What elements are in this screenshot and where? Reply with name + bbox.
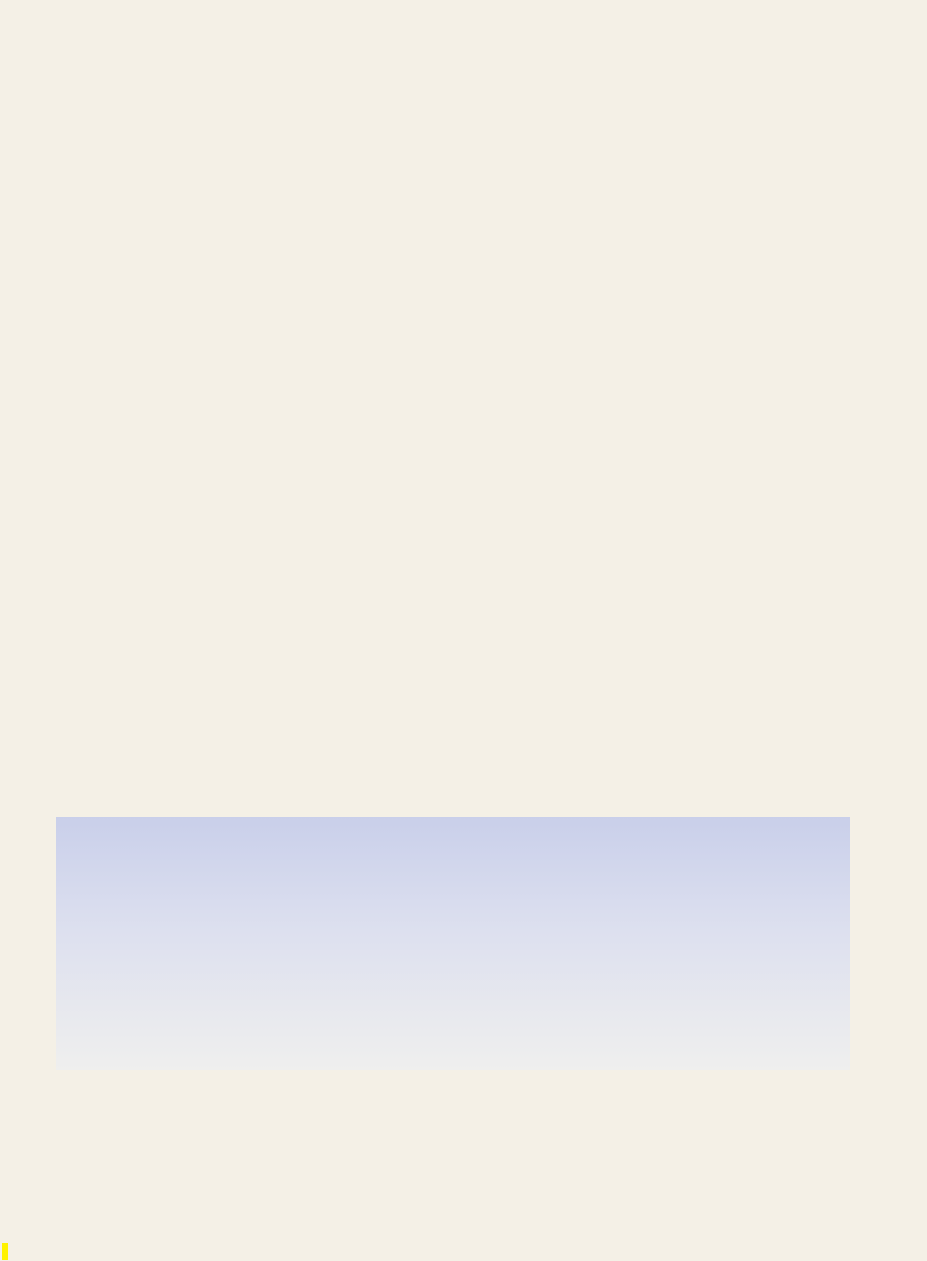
watermark-link[interactable] bbox=[2, 1243, 8, 1260]
highlighted-note-box bbox=[56, 817, 850, 1070]
